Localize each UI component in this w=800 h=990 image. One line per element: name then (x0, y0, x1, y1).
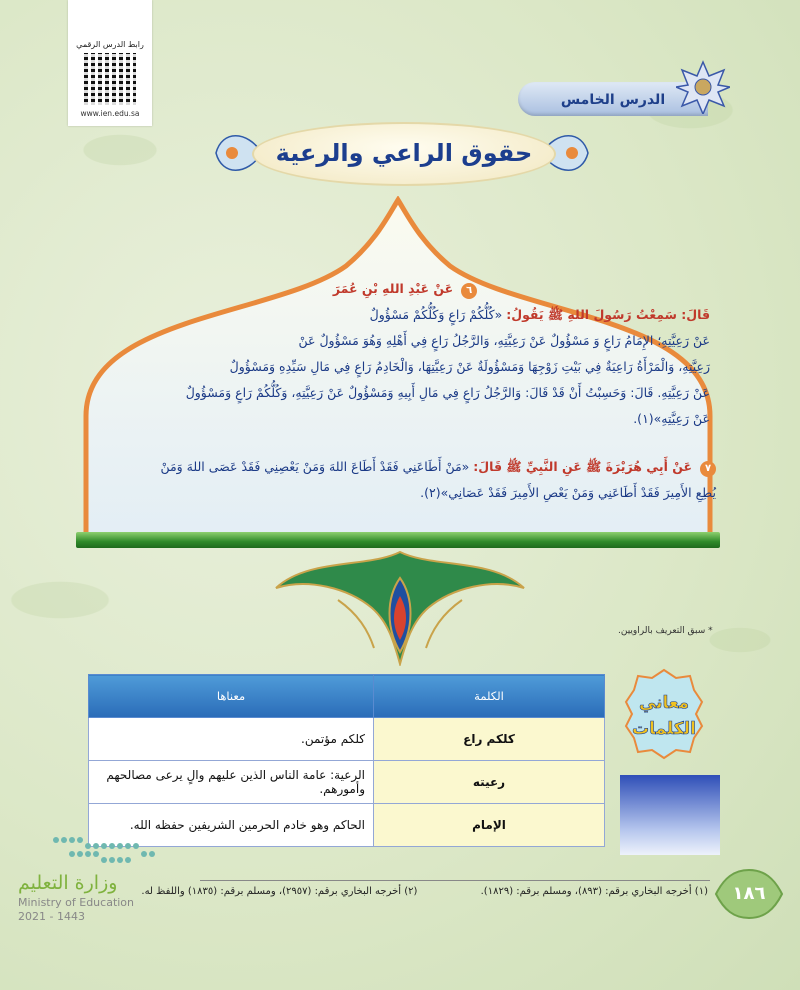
hadith-6-narrator: عَنْ عَبْدِ اللهِ بْنِ عُمَرَ (332, 281, 454, 296)
qr-label: رابط الدرس الرقمي (76, 40, 144, 49)
hadith-6-intro: قَالَ: سَمِعْتُ رَسُولَ اللهِ ﷺ يَقُولُ: (506, 307, 710, 322)
hadith-7-line2: يُطِعِ الأَمِيرَ فَقَدْ أَطَاعَنِي وَمَنْ يَعْصِ الأَمِيرَ فَقَدْ عَصَانِي»(٢). (420, 485, 716, 500)
vocab-meaning: الحاكم وهو خادم الحرمين الشريفين حفظه الله. (89, 804, 374, 847)
vocab-meaning: الرعية: عامة الناس الذين عليهم والٍ يرعى مصالحهم وأمورهم. (89, 761, 374, 804)
vocab-side-gradient (620, 775, 720, 855)
green-divider (76, 532, 720, 548)
table-row (89, 718, 605, 761)
hadith-6-number: ٦ (461, 283, 477, 299)
footnote-divider (200, 880, 710, 881)
ministry-logo-dots-icon (16, 832, 166, 872)
ministry-name-en: Ministry of Education (18, 896, 135, 909)
lesson-label-text: الدرس الخامس (560, 92, 666, 108)
hadith-7-number: ٧ (700, 461, 716, 477)
vocab-col-word: الكلمة (374, 675, 605, 718)
vocab-word: الإمام (374, 804, 605, 847)
ministry-logo (16, 832, 176, 942)
page-title (252, 122, 556, 186)
hadith-6-line4: عَنْ رَعِيَّتِهِ. قَالَ: وَحَسِبْتُ أَنْ قَدْ قَالَ: وَالرَّجُلُ رَاعٍ فِي مَالِ أَبِيهِ وَمَسْؤُولٌ عَنْ رَعِيَّتِهِ، وَكُلُّكُمْ رَاعٍ وَمَسْؤُولٌ (185, 385, 710, 400)
footnote-1: (١) أخرجه البخاري برقم: (٨٩٣)، ومسلم برقم: (١٨٢٩). (480, 886, 708, 897)
qr-code-icon[interactable] (84, 53, 136, 105)
vocab-meaning: كلكم مؤتمن. (89, 718, 374, 761)
page-title-text: حقوق الراعي والرعية (275, 139, 533, 167)
ministry-year: 2021 - 1443 (18, 910, 85, 923)
vocab-word: كلكم راع (374, 718, 605, 761)
arabesque-ornament-icon (268, 548, 532, 666)
title-banner (212, 118, 592, 188)
table-row (89, 761, 605, 804)
qr-url[interactable]: www.ien.edu.sa (80, 109, 140, 118)
qr-panel[interactable] (68, 0, 152, 126)
hadith-6-line2: عَنْ رَعِيَّتِهِ؛ الإِمَامُ رَاعٍ وَ مَسْؤُولٌ عَنْ رَعِيَّتِهِ، وَالرَّجُلُ رَاعٍ فِي أَهْلِهِ وَهُوَ مَسْؤُولٌ عَنْ (298, 333, 710, 348)
hadith-7-narrator: عَنْ أَبِي هُرَيْرَةَ ﷺ عَنِ النَّبِيِّ ﷺ قَالَ: (473, 459, 693, 474)
vocab-badge-frame (624, 668, 704, 760)
vocab-badge-line1: معاني (638, 693, 690, 713)
vocab-word: رعيته (374, 761, 605, 804)
vocab-table (88, 674, 605, 847)
vocab-col-meaning: معناها (89, 675, 374, 718)
page-number-badge (714, 868, 784, 920)
star-ornament-icon (676, 60, 730, 114)
hadith-7-block (84, 454, 716, 506)
hadith-6-line3: رَعِيَّتِهِ، وَالْمَرْأَةُ رَاعِيَةٌ فِي بَيْتِ زَوْجِهَا وَمَسْؤُولَةٌ عَنْ رَعِيَّتِهَا، وَالْخَادِمُ رَاعٍ فِي مَالِ سَيِّدِهِ وَمَسْؤُولٌ (229, 359, 710, 374)
hadith-6-line5: عَنْ رَعِيَّتِهِ»(١). (633, 411, 710, 426)
hadith-6-line1: «كُلُّكُمْ رَاعٍ وَكُلُّكُمْ مَسْؤُولٌ (369, 307, 503, 322)
hadith-6-block (100, 276, 710, 432)
page-number: ١٨٦ (732, 883, 766, 904)
footnote-2: (٢) أخرجه البخاري برقم: (٢٩٥٧)، ومسلم برقم: (١٨٣٥) واللفظ له. (141, 886, 418, 897)
vocab-badge-line2: الكلمات (632, 719, 696, 739)
narrator-note: * سبق التعريف بالراويين. (618, 626, 713, 636)
hadith-7-line1: «مَنْ أَطَاعَنِي فَقَدْ أَطَاعَ اللهَ وَمَنْ يَعْصِنِي فَقَدْ عَصَى اللهَ وَمَنْ (160, 459, 470, 474)
ministry-name-ar: وزارة التعليم (18, 872, 118, 894)
